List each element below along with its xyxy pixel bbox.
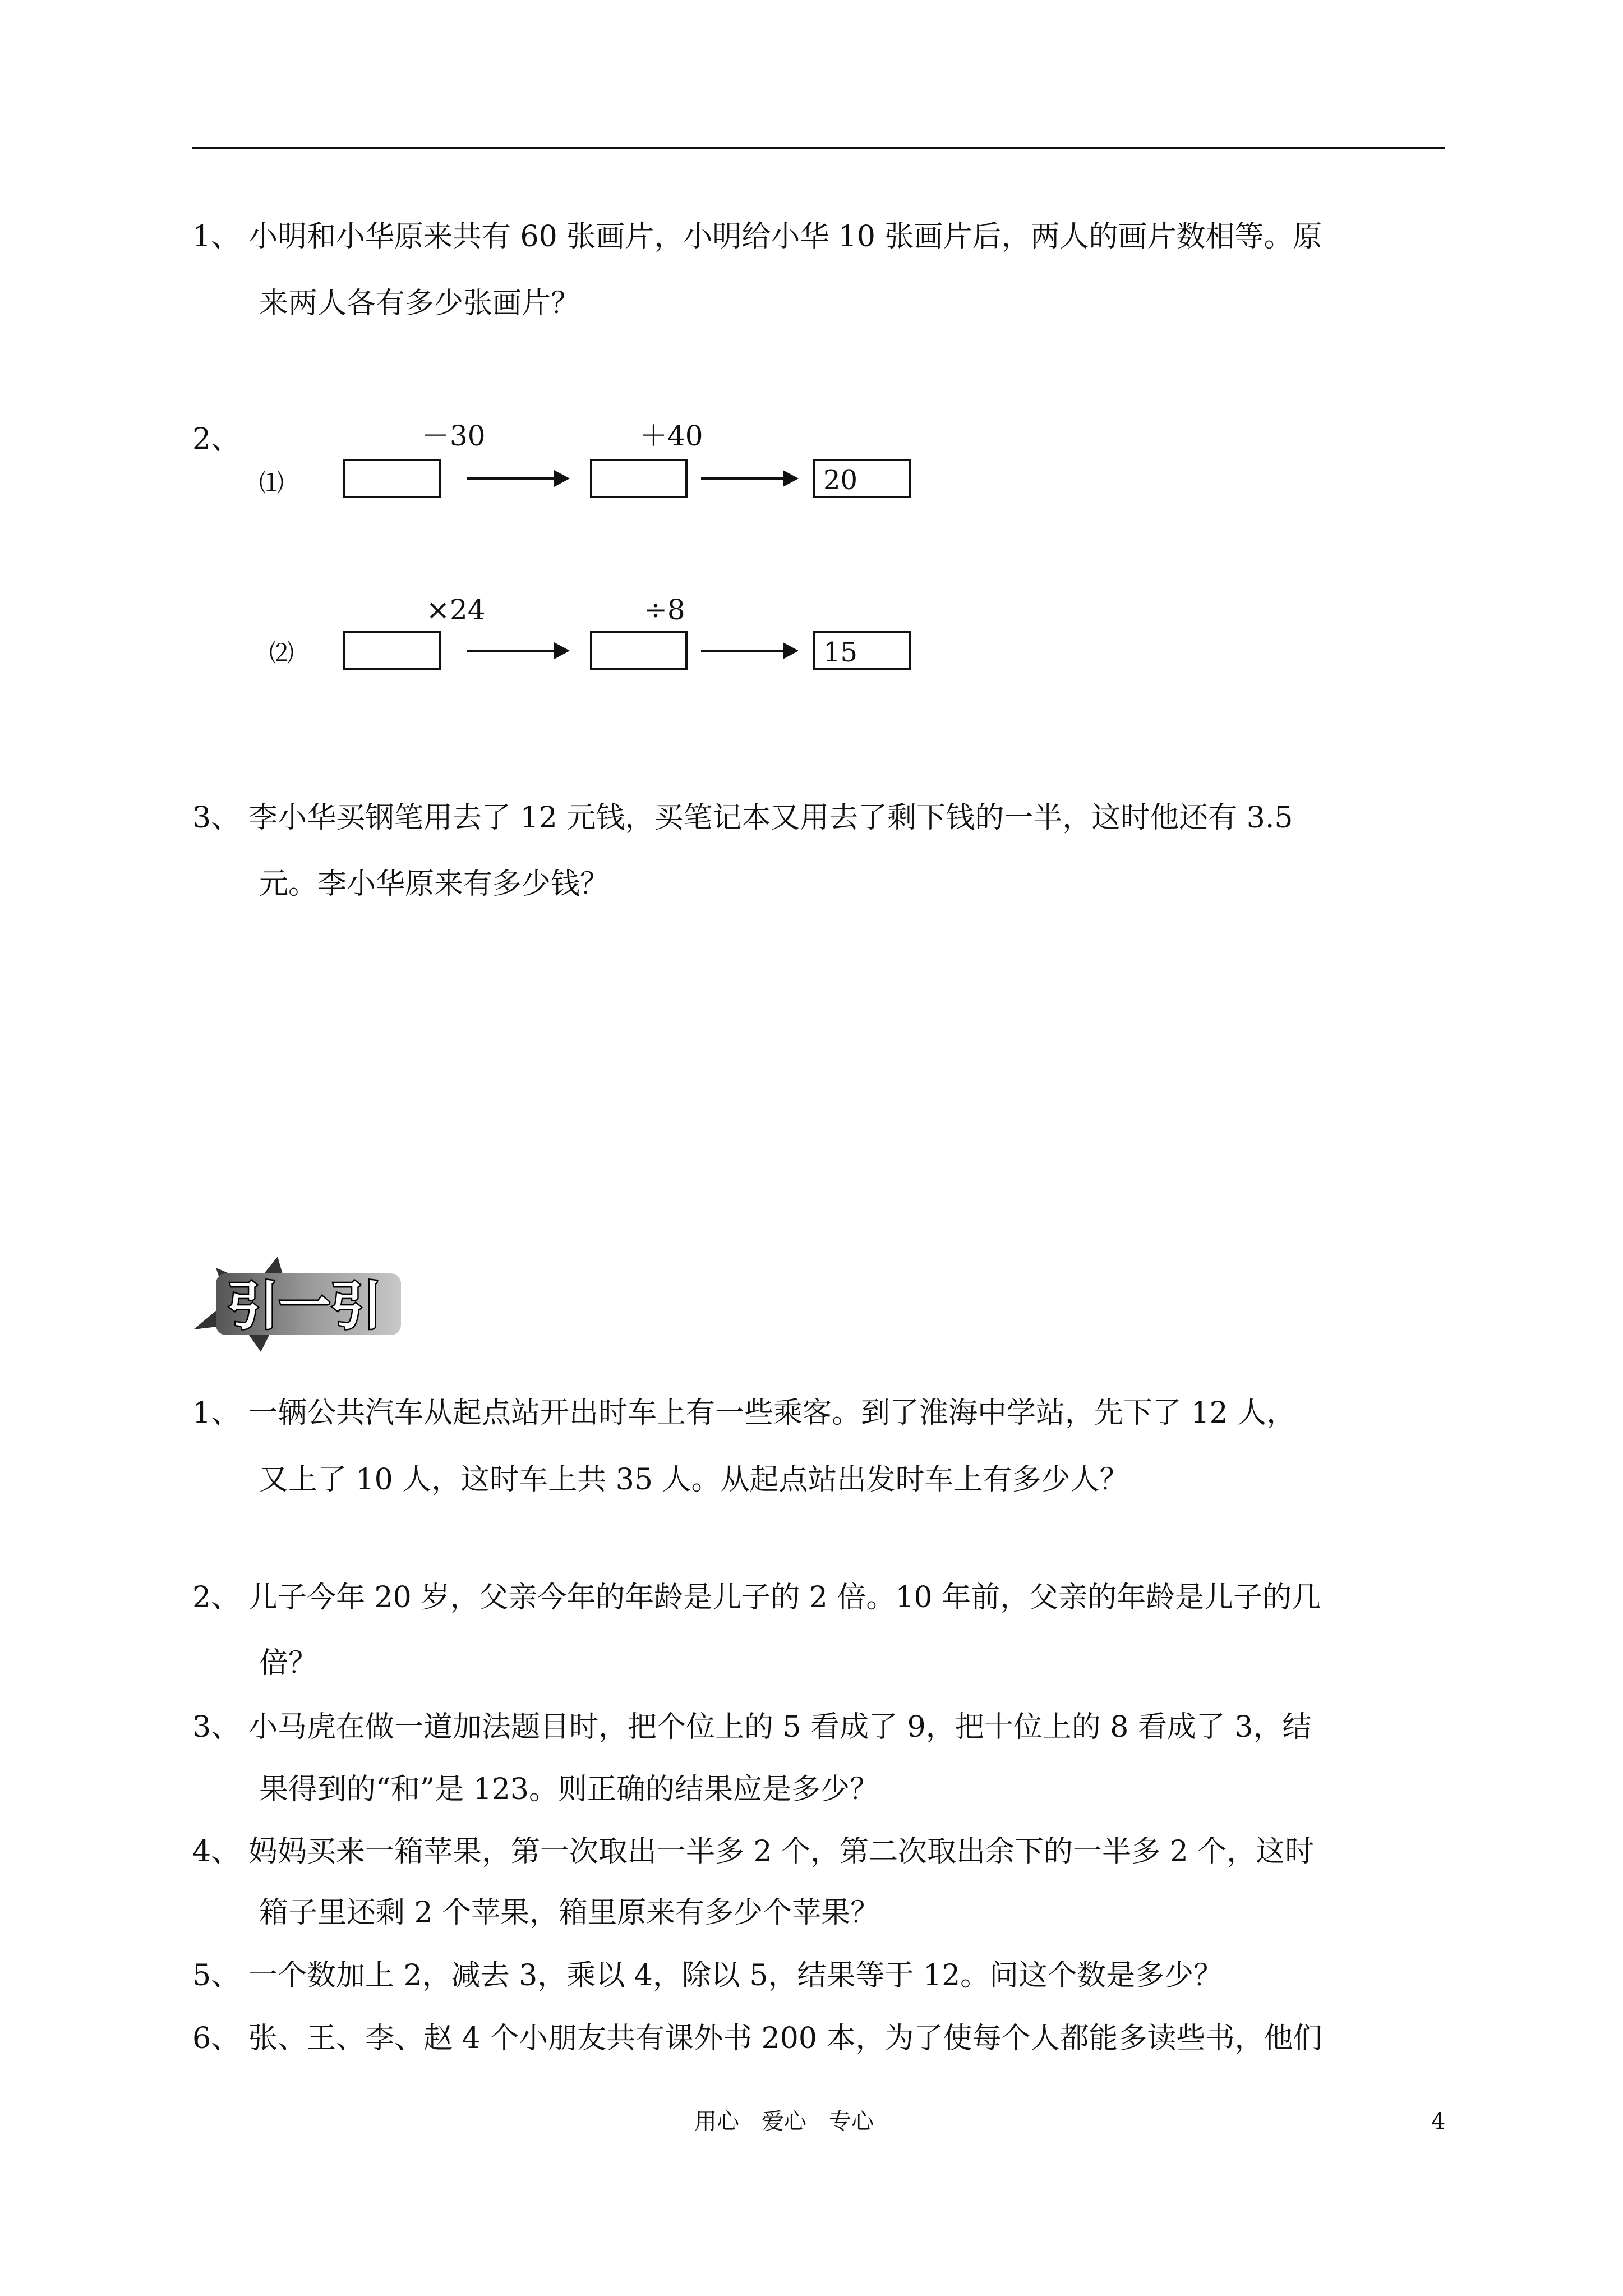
flow-row1-label: ⑴ bbox=[259, 469, 284, 498]
question-text: 一辆公共汽车从起点站开出时车上有一些乘客。到了淮海中学站，先下了 12 人， bbox=[248, 1396, 1296, 1430]
exercise-q3-cont: 元。李小华原来有多少钱？ bbox=[259, 867, 610, 901]
question-number: 5、 bbox=[192, 1959, 241, 1993]
flow-row1-box-start[interactable] bbox=[343, 459, 441, 498]
practice-q2 bbox=[192, 1583, 1321, 1612]
practice-q3 bbox=[192, 1710, 1312, 1744]
question-text: 小明和小华原来共有 60 张画片，小明给小华 10 张画片后，两人的画片数相等。原 bbox=[248, 220, 1322, 254]
question-text: 妈妈买来一箱苹果，第一次取出一半多 2 个，第二次取出余下的一半多 2 个，这时 bbox=[248, 1835, 1315, 1869]
flow-row2-op2: ÷8 bbox=[644, 593, 685, 626]
flow-row1-op1: －30 bbox=[422, 420, 486, 452]
practice-q4 bbox=[192, 1835, 1315, 1869]
question-text: 一个数加上 2，减去 3，乘以 4，除以 5，结果等于 12。问这个数是多少？ bbox=[248, 1959, 1223, 1993]
exercise-q1 bbox=[192, 220, 1322, 254]
flow-row2-box-result bbox=[813, 631, 911, 670]
badge-graphic bbox=[193, 1245, 412, 1352]
flow-row2-label: ⑵ bbox=[269, 639, 294, 668]
practice-q1 bbox=[192, 1398, 1295, 1428]
question-number: 2、 bbox=[192, 1581, 241, 1614]
exercise-q2-number bbox=[192, 422, 248, 456]
page-number: 4 bbox=[1431, 2109, 1446, 2134]
flow-row2-arrow-2 bbox=[701, 650, 796, 652]
question-number: 6、 bbox=[192, 2022, 241, 2055]
practice-q4-cont: 箱子里还剩 2 个苹果，箱里原来有多少个苹果？ bbox=[259, 1896, 880, 1930]
flow-row2-box-start[interactable] bbox=[343, 631, 441, 670]
flow-row1-arrow-2 bbox=[701, 477, 796, 480]
practice-q6 bbox=[192, 2024, 1322, 2053]
footer-motto: 用心 爱心 专心 bbox=[694, 2109, 874, 2134]
question-text: 小马虎在做一道加法题目时，把个位上的 5 看成了 9，把十位上的 8 看成了 3，结 bbox=[248, 1710, 1312, 1744]
badge-title: 引一引 bbox=[227, 1276, 382, 1336]
question-number: 4、 bbox=[192, 1835, 241, 1869]
flow-row2-box-middle[interactable] bbox=[590, 631, 688, 670]
practice-q1-cont: 又上了 10 人，这时车上共 35 人。从起点站出发时车上有多少人？ bbox=[259, 1463, 1129, 1497]
flow-row1-arrow-1 bbox=[467, 477, 568, 480]
question-number: 3、 bbox=[192, 801, 241, 835]
practice-q2-cont: 倍？ bbox=[259, 1646, 318, 1680]
flow-row1-result: 20 bbox=[823, 464, 858, 496]
question-number: 3、 bbox=[192, 1710, 241, 1744]
question-text: 张、王、李、赵 4 个小朋友共有课外书 200 本，为了使每个人都能多读些书，他们 bbox=[248, 2022, 1322, 2055]
practice-q3-cont: 果得到的“和”是 123。则正确的结果应是多少？ bbox=[259, 1773, 879, 1806]
flow-row1-box-result bbox=[813, 459, 911, 498]
question-number: 1、 bbox=[192, 220, 241, 254]
flow-row1-op2: ＋40 bbox=[639, 420, 703, 452]
question-number: 2、 bbox=[192, 422, 241, 456]
question-text: 李小华买钢笔用去了 12 元钱，买笔记本又用去了剩下钱的一半，这时他还有 3.5 bbox=[248, 801, 1293, 835]
exercise-q1-cont: 来两人各有多少张画片？ bbox=[259, 287, 580, 320]
question-text: 儿子今年 20 岁，父亲今年的年龄是儿子的 2 倍。10 年前，父亲的年龄是儿子的几 bbox=[248, 1581, 1321, 1614]
flow-row1-box-middle[interactable] bbox=[590, 459, 688, 498]
practice-q5 bbox=[192, 1959, 1223, 1993]
flow-row2-result: 15 bbox=[823, 637, 858, 668]
section-badge bbox=[193, 1245, 412, 1352]
header-rule bbox=[192, 147, 1445, 149]
flow-row2-arrow-1 bbox=[467, 650, 568, 652]
exercise-q3 bbox=[192, 801, 1293, 835]
flow-row2-op1: ×24 bbox=[426, 593, 486, 626]
question-number: 1、 bbox=[192, 1396, 241, 1430]
